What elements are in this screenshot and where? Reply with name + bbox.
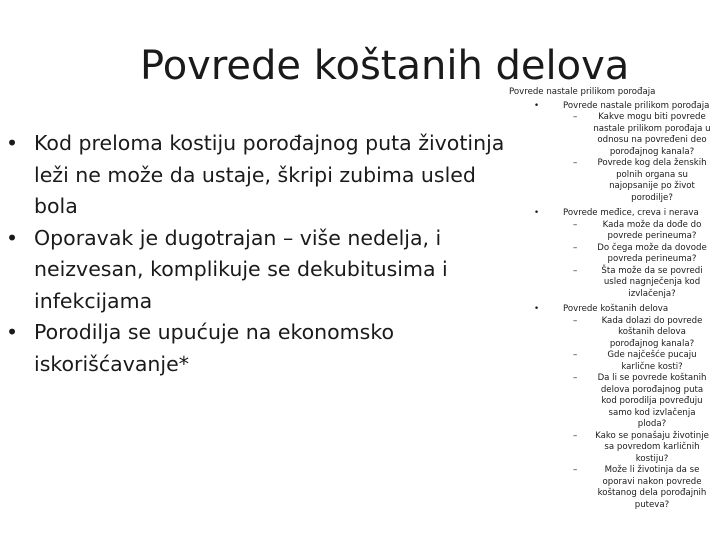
notes-section	[509, 304, 719, 316]
notes-item-text: Gde najčešće pucaju karlične kosti?	[607, 350, 697, 372]
dash-icon: –	[573, 242, 578, 253]
dash-icon: –	[573, 315, 578, 326]
bullet-text: Kod preloma kostiju porođajnog puta životinja leži ne može da ustaje, škripi zubima usled bola	[34, 131, 505, 218]
notes-item-text: Do čega može da dovode povreda perineuma?	[597, 242, 707, 264]
notes-section-label: Povrede koštanih delova	[563, 304, 669, 314]
bullet-list	[6, 128, 506, 380]
dash-icon: –	[573, 158, 578, 168]
notes-item	[509, 220, 719, 243]
notes-heading: Povrede nastale prilikom porođaja	[509, 87, 656, 97]
notes-section-label: Povrede međice, creva i nerava	[563, 208, 699, 218]
bullet-icon: •	[6, 225, 19, 250]
notes-item	[509, 243, 719, 266]
notes-item-text: Šta može da se povredi usled nagnječenja kod izvlačenja?	[601, 265, 703, 299]
notes-item	[509, 266, 719, 301]
bullet-item	[6, 223, 506, 318]
notes-item-text: Da li se povrede koštanih delova porođajnog puta kod porodilja povređuju samo kod izvlačenja ploda?	[597, 373, 707, 429]
notes-item	[509, 350, 719, 373]
notes-item-text: Kakve mogu biti povrede nastale prilikom porođaja u odnosu na povređeni deo porođajnog kanala?	[593, 112, 711, 157]
notes-section-label: Povrede nastale prilikom porođaja	[563, 100, 710, 111]
notes-item	[509, 316, 719, 351]
bullet-item	[6, 128, 506, 223]
bullet-icon: •	[534, 208, 540, 218]
dash-icon: –	[573, 219, 578, 230]
notes-section	[509, 101, 719, 113]
notes-item	[509, 158, 719, 204]
notes-item-text: Kako se ponašaju životinje sa povredom karličnih kostiju?	[595, 430, 709, 464]
notes-item	[509, 431, 719, 466]
notes-section	[509, 208, 719, 220]
slide-title: Povrede koštanih delova	[140, 43, 630, 89]
bullet-text: Oporavak je dugotrajan – više nedelja, i neizvesan, komplikuje se dekubitusima i infekcijama	[34, 225, 448, 313]
bullet-icon: •	[534, 304, 540, 314]
bullet-icon: •	[534, 100, 540, 111]
notes-item-text: Kada može da dođe do povrede perineuma?	[602, 219, 702, 241]
bullet-text: Porodilja se upućuje na ekonomsko iskorišćavanje*	[34, 320, 395, 376]
dash-icon: –	[573, 112, 578, 122]
dash-icon: –	[573, 350, 578, 360]
bullet-item	[6, 317, 506, 380]
dash-icon: –	[573, 430, 578, 441]
notes-item-text: Povrede kog dela ženskih polnih organa su najopsanije po život porodilje?	[597, 158, 707, 203]
bullet-icon: •	[6, 131, 19, 155]
dash-icon: –	[573, 465, 578, 475]
dash-icon: –	[573, 373, 578, 383]
notes-item-text: Kada dolazi do povrede koštanih delova porođajnog kanala?	[601, 315, 703, 349]
notes-item-text: Može li životinja da se oporavi nakon povrede koštanog dela porođajnih puteva?	[597, 465, 707, 510]
dash-icon: –	[573, 265, 578, 276]
notes-item	[509, 112, 719, 158]
notes-item	[509, 465, 719, 511]
notes-panel	[509, 87, 719, 511]
bullet-icon: •	[6, 320, 19, 344]
notes-item	[509, 373, 719, 431]
